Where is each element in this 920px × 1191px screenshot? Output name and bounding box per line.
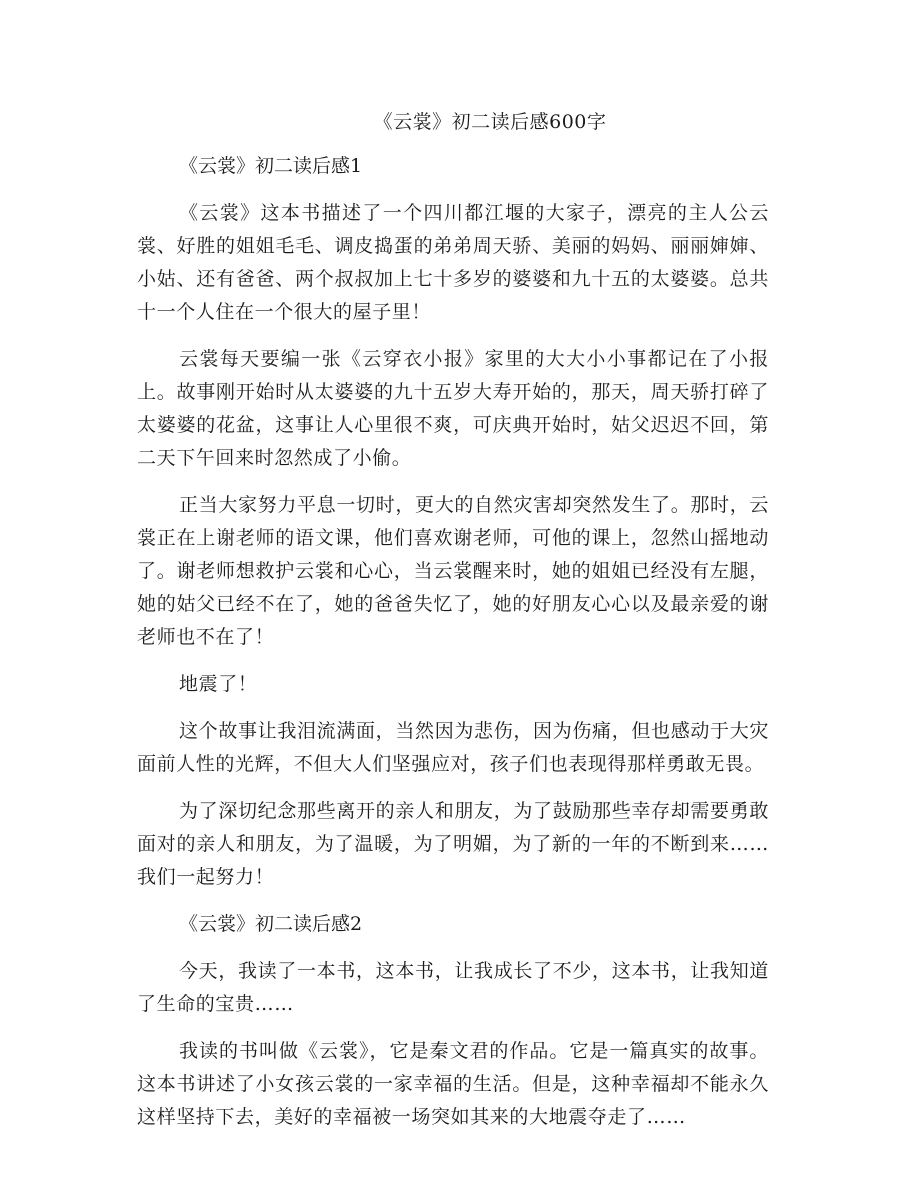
section-heading: 《云裳》初二读后感1: [179, 155, 363, 177]
document-title: 《云裳》初二读后感600字: [373, 111, 607, 133]
paragraph: 为了深切纪念那些离开的亲人和朋友，为了鼓励那些幸存却需要勇敢面对的亲人和朋友，为了温暖，为了明媚，为了新的一年的不断到来……我们一起努力！: [137, 800, 769, 888]
paragraph: 我读的书叫做《云裳》，它是秦文君的作品。它是一篇真实的故事。这本书讲述了小女孩云裳的一家幸福的生活。但是，这种幸福却不能永久这样坚持下去，美好的幸福被一场突如其来的大地震夺走了……: [137, 1040, 769, 1128]
section-heading: 《云裳》初二读后感2: [179, 913, 363, 935]
paragraph: 《云裳》这本书描述了一个四川都江堰的大家子，漂亮的主人公云裳、好胜的姐姐毛毛、调皮捣蛋的弟弟周天骄、美丽的妈妈、丽丽婶婶、小姑、还有爸爸、两个叔叔加上七十多岁的婆婆和九十五的太婆婆。总共十一个人住在一个很大的屋子里！: [137, 202, 769, 323]
paragraph: 云裳每天要编一张《云穿衣小报》家里的大大小小事都记在了小报上。故事刚开始时从太婆婆的九十五岁大寿开始的，那天，周天骄打碎了太婆婆的花盆，这事让人心里很不爽，可庆典开始时，姑父迟迟不回，第二天下午回来时忽然成了小偷。: [137, 348, 769, 469]
document-body: [137, 150, 769, 1148]
paragraph: 正当大家努力平息一切时，更大的自然灾害却突然发生了。那时，云裳正在上谢老师的语文课，他们喜欢谢老师，可他的课上，忽然山摇地动了。谢老师想救护云裳和心心，当云裳醒来时，她的姐姐已经没有左腿，她的姑父已经不在了，她的爸爸失忆了，她的好朋友心心以及最亲爱的谢老师也不在了！: [137, 494, 769, 648]
paragraph: 地震了！: [179, 673, 258, 695]
paragraph: 今天，我读了一本书，这本书，让我成长了不少，这本书，让我知道了生命的宝贵……: [137, 960, 769, 1015]
paragraph: 这个故事让我泪流满面，当然因为悲伤，因为伤痛，但也感动于大灾面前人性的光辉，不但大人们坚强应对，孩子们也表现得那样勇敢无畏。: [137, 720, 769, 775]
